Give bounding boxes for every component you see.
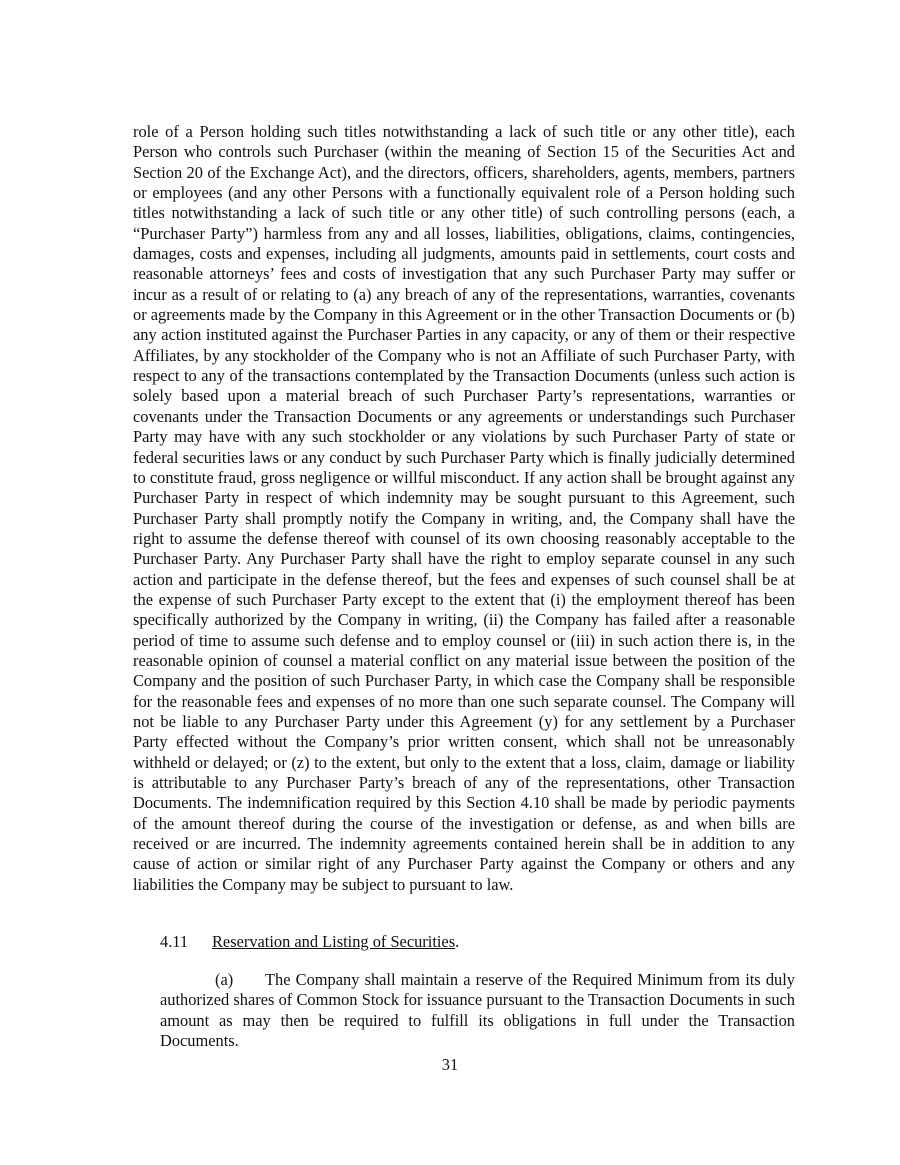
section-heading: [160, 932, 459, 952]
page-number: 31: [441, 1055, 459, 1074]
subsection-text: The Company shall maintain a reserve of the Required Minimum from its duly authorized shares of Common Stock for issuance pursuant to the Transaction Documents in such amount as may then be required to fulfill its obligations in full under the Transaction Documents.: [160, 970, 795, 1051]
subsection-marker: (a): [215, 970, 234, 989]
section-title-period: .: [455, 932, 460, 951]
section-number: 4.11: [160, 932, 189, 951]
section-title: Reservation and Listing of Securities: [212, 932, 456, 951]
subsection-a: [160, 970, 795, 1051]
indemnification-paragraph: role of a Person holding such titles notwithstanding a lack of such title or any other title), each Person who controls such Purchaser (within the meaning of Section 15 of the Securities Act and Section 20 of the Exchange Act), and the directors, officers, shareholders, agents, members, partners or employees (and any other Persons with a functionally equivalent role of a Person holding such titles notwithstanding a lack of such title or any other title) of such controlling persons (each, a “Purchaser Party”) harmless from any and all losses, liabilities, obligations, claims, contingencies, damages, costs and expenses, including all judgments, amounts paid in settlements, court costs and reasonable attorneys’ fees and costs of investigation that any such Purchaser Party may suffer or incur as a result of or relating to (a) any breach of any of the representations, warranties, covenants or agreements made by the Company in this Agreement or in the other Transaction Documents or (b) any action instituted against the Purchaser Parties in any capacity, or any of them or their respective Affiliates, by any stockholder of the Company who is not an Affiliate of such Purchaser Party, with respect to any of the transactions contemplated by the Transaction Documents (unless such action is solely based upon a material breach of such Purchaser Party’s representations, warranties or covenants under the Transaction Documents or any agreements or understandings such Purchaser Party may have with any such stockholder or any violations by such Purchaser Party of state or federal securities laws or any conduct by such Purchaser Party which is finally judicially determined to constitute fraud, gross negligence or willful misconduct. If any action shall be brought against any Purchaser Party in respect of which indemnity may be sought pursuant to this Agreement, such Purchaser Party shall promptly notify the Company in writing, and, the Company shall have the right to assume the defense thereof with counsel of its own choosing reasonably acceptable to the Purchaser Party. Any Purchaser Party shall have the right to employ separate counsel in any such action and participate in the defense thereof, but the fees and expenses of such counsel shall be at the expense of such Purchaser Party except to the extent that (i) the employment thereof has been specifically authorized by the Company in writing, (ii) the Company has failed after a reasonable period of time to assume such defense and to employ counsel or (iii) in such action there is, in the reasonable opinion of counsel a material conflict on any material issue between the position of the Company and the position of such Purchaser Party, in which case the Company shall be responsible for the reasonable fees and expenses of no more than one such separate counsel. The Company will not be liable to any Purchaser Party under this Agreement (y) for any settlement by a Purchaser Party effected without the Company’s prior written consent, which shall not be unreasonably withheld or delayed; or (z) to the extent, but only to the extent that a loss, claim, damage or liability is attributable to any Purchaser Party’s breach of any of the representations, other Transaction Documents. The indemnification required by this Section 4.10 shall be made by periodic payments of the amount thereof during the course of the investigation or defense, as and when bills are received or are incurred. The indemnity agreements contained herein shall be in addition to any cause of action or similar right of any Purchaser Party against the Company or others and any liabilities the Company may be subject to pursuant to law.: [133, 122, 795, 894]
